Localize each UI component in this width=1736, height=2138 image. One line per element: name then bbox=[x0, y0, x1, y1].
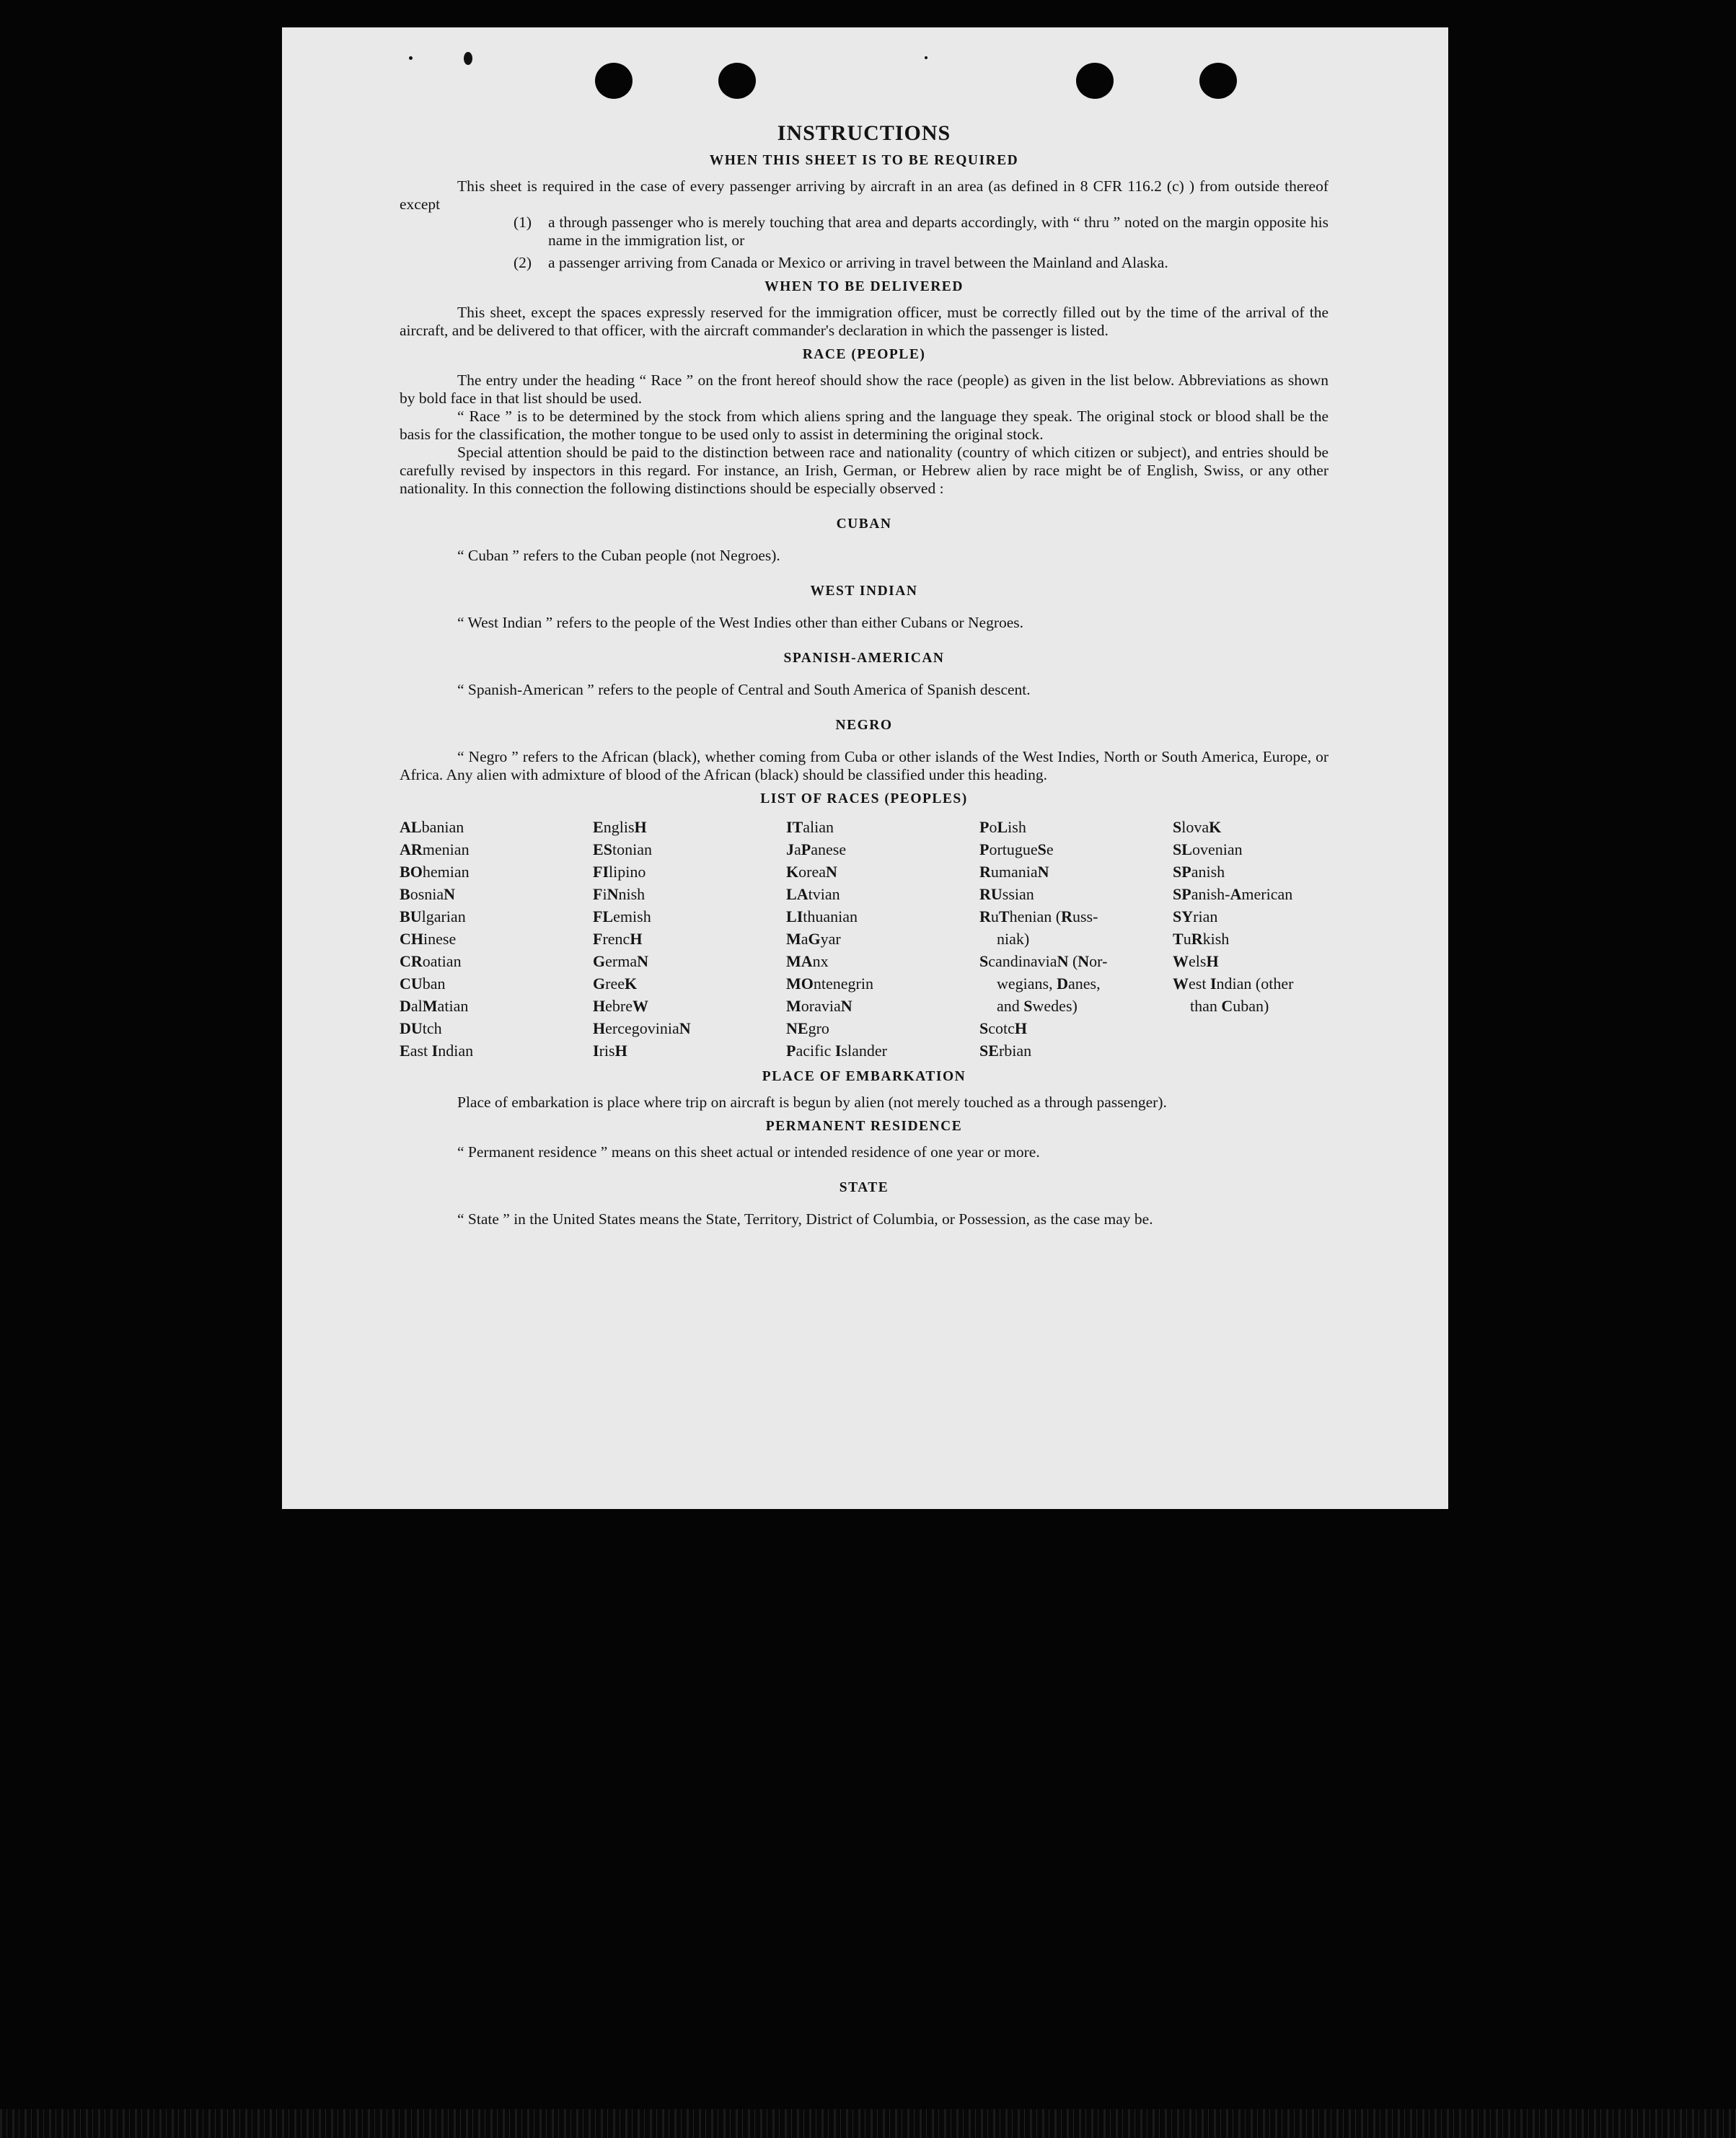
race-entry: EStonian bbox=[593, 840, 652, 858]
race-entry: FiNnish bbox=[593, 885, 646, 903]
instructions-body bbox=[400, 121, 1329, 1228]
race-column bbox=[400, 816, 593, 1062]
punch-hole bbox=[718, 63, 756, 99]
section-heading: STATE bbox=[839, 1180, 889, 1195]
section-heading: WEST INDIAN bbox=[810, 584, 918, 599]
race-entry: SPanish bbox=[1173, 863, 1225, 881]
race-entry: FrencH bbox=[593, 930, 643, 948]
section-heading: NEGRO bbox=[835, 718, 893, 733]
document-page bbox=[282, 27, 1448, 1509]
race-entry: GreeK bbox=[593, 975, 638, 993]
race-entry: MoraviaN bbox=[786, 997, 852, 1015]
race-entry: HercegovinіaN bbox=[593, 1019, 691, 1037]
race-entry: IrisH bbox=[593, 1042, 627, 1060]
ink-speck bbox=[464, 52, 472, 65]
ink-speck bbox=[409, 56, 413, 60]
race-entry: EnglisH bbox=[593, 818, 647, 836]
race-entry: DUtch bbox=[400, 1019, 442, 1037]
race-entry: CUban bbox=[400, 975, 446, 993]
race-column bbox=[979, 816, 1173, 1062]
race-entry: East Indian bbox=[400, 1042, 474, 1060]
ink-speck bbox=[925, 56, 928, 59]
race-entry: FLemish bbox=[593, 907, 651, 925]
race-entry: TuRkish bbox=[1173, 930, 1230, 948]
race-entry: DalMatian bbox=[400, 997, 469, 1015]
race-entry: SPanish-American bbox=[1173, 885, 1293, 903]
race-entry: PoLish bbox=[979, 818, 1026, 836]
punch-hole bbox=[1199, 63, 1237, 99]
race-entry: RumaniaN bbox=[979, 863, 1049, 881]
paragraph: “ State ” in the United States means the State, Territory, District of Columbia, or Possession, as the case may be. bbox=[457, 1210, 1153, 1228]
race-entry: HebreW bbox=[593, 997, 648, 1015]
race-column bbox=[786, 816, 979, 1062]
race-entry: BUlgarian bbox=[400, 907, 466, 925]
race-column bbox=[1173, 816, 1329, 1062]
paragraph: “ Race ” is to be determined by the stock from which aliens spring and the language they speak. The original stock or blood shall be the basis for the classification, the mother tongue to be used only to assist in determining the original stock. bbox=[400, 408, 1329, 443]
list-text: a passenger arriving from Canada or Mexico or arriving in travel between the Mainland and Alaska. bbox=[548, 254, 1168, 271]
race-list bbox=[400, 816, 1329, 1062]
race-entry: SErbian bbox=[979, 1042, 1032, 1060]
section-heading: PERMANENT RESIDENCE bbox=[765, 1119, 963, 1134]
race-entry: and Swedes) bbox=[997, 997, 1078, 1015]
race-column bbox=[593, 816, 786, 1062]
race-entry: LIthuanian bbox=[786, 907, 858, 925]
race-entry: MAnx bbox=[786, 952, 829, 970]
punch-hole bbox=[1076, 63, 1114, 99]
section-heading: CUBAN bbox=[836, 516, 892, 532]
race-entry: Pacific Islander bbox=[786, 1042, 887, 1060]
race-entry: ARmenian bbox=[400, 840, 470, 858]
paragraph: Special attention should be paid to the distinction between race and nationality (country of which citizen or subject), and entries should be carefully revised by inspectors in this regard. For instance, an Irish, German, or Hebrew alien by race might be of English, Swiss, or any other nationality. In this connection the following distinctions should be especially observed : bbox=[400, 444, 1329, 497]
race-entry: ALbanian bbox=[400, 818, 464, 836]
race-entry: niak) bbox=[997, 930, 1030, 948]
punch-hole bbox=[595, 63, 633, 99]
race-entry: ITalian bbox=[786, 818, 834, 836]
section-heading: WHEN THIS SHEET IS TO BE REQUIRED bbox=[709, 153, 1019, 168]
list-item bbox=[514, 214, 1329, 250]
race-entry: SlovaK bbox=[1173, 818, 1222, 836]
race-entry: West Indian (other bbox=[1173, 975, 1294, 993]
list-number: (1) bbox=[514, 214, 532, 231]
paragraph: “ Cuban ” refers to the Cuban people (not Negroes). bbox=[457, 547, 780, 564]
race-entry: FIlipino bbox=[593, 863, 646, 881]
race-entry: KoreaN bbox=[786, 863, 837, 881]
race-entry: CRoatian bbox=[400, 952, 462, 970]
paragraph: This sheet is required in the case of every passenger arriving by aircraft in an area (as defined in 8 CFR 116.2 (c) ) from outside thereof except bbox=[400, 177, 1329, 213]
paragraph: “ Negro ” refers to the African (black), whether coming from Cuba or other islands of the West Indies, North or South America, Europe, or Africa. Any alien with admixture of blood of the African (black) should be classified under this heading. bbox=[400, 748, 1329, 783]
race-entry: PortugueSe bbox=[979, 840, 1054, 858]
paragraph: This sheet, except the spaces expressly reserved for the immigration officer, must be correctly filled out by the time of the arrival of the aircraft, and be delivered to that officer, with the aircraft commander's declaration in which the passenger is listed. bbox=[400, 304, 1329, 339]
section-heading: PLACE OF EMBARKATION bbox=[762, 1069, 966, 1084]
list-item bbox=[514, 254, 1329, 272]
scan-noise-band bbox=[0, 2109, 1736, 2138]
paragraph: “ Permanent residence ” means on this sheet actual or intended residence of one year or more. bbox=[457, 1143, 1040, 1161]
race-entry: ScotcH bbox=[979, 1019, 1028, 1037]
page-title: INSTRUCTIONS bbox=[777, 121, 951, 145]
section-heading: SPANISH-AMERICAN bbox=[783, 651, 945, 666]
paragraph: The entry under the heading “ Race ” on the front hereof should show the race (people) as given in the list below. Abbreviations as shown by bold face in that list should be used. bbox=[400, 371, 1329, 407]
race-entry: WelsH bbox=[1173, 952, 1219, 970]
race-entry: LAtvian bbox=[786, 885, 840, 903]
race-entry: SYrian bbox=[1173, 907, 1218, 925]
race-entry: MOntenegrin bbox=[786, 975, 873, 993]
race-entry: NEgro bbox=[786, 1019, 829, 1037]
race-entry: GermaN bbox=[593, 952, 648, 970]
paragraph: “ West Indian ” refers to the people of the West Indies other than either Cubans or Negroes. bbox=[457, 614, 1024, 631]
race-entry: CHinese bbox=[400, 930, 457, 948]
race-entry: MaGyar bbox=[786, 930, 841, 948]
paragraph: Place of embarkation is place where trip on aircraft is begun by alien (not merely touched as a through passenger). bbox=[457, 1094, 1167, 1111]
race-entry: than Cuban) bbox=[1190, 997, 1269, 1015]
section-heading: LIST OF RACES (PEOPLES) bbox=[760, 791, 968, 806]
race-entry: wegians, Danes, bbox=[997, 975, 1101, 993]
race-entry: JaPanese bbox=[786, 840, 847, 858]
paragraph: “ Spanish-American ” refers to the people of Central and South America of Spanish descent. bbox=[457, 681, 1031, 698]
list-number: (2) bbox=[514, 254, 532, 271]
race-entry: BOhemian bbox=[400, 863, 470, 881]
race-entry: BosniaN bbox=[400, 885, 456, 903]
section-heading: RACE (PEOPLE) bbox=[802, 347, 926, 362]
list-text: a through passenger who is merely touching that area and departs accordingly, with “ thru ” noted on the margin opposite his name in the immigration list, or bbox=[548, 214, 1329, 249]
race-entry: ScandinaviaN (Nor- bbox=[979, 952, 1108, 970]
race-entry: RuThenian (Russ- bbox=[979, 907, 1098, 925]
race-entry: RUssian bbox=[979, 885, 1034, 903]
race-entry: SLovenian bbox=[1173, 840, 1243, 858]
section-heading: WHEN TO BE DELIVERED bbox=[765, 279, 964, 294]
